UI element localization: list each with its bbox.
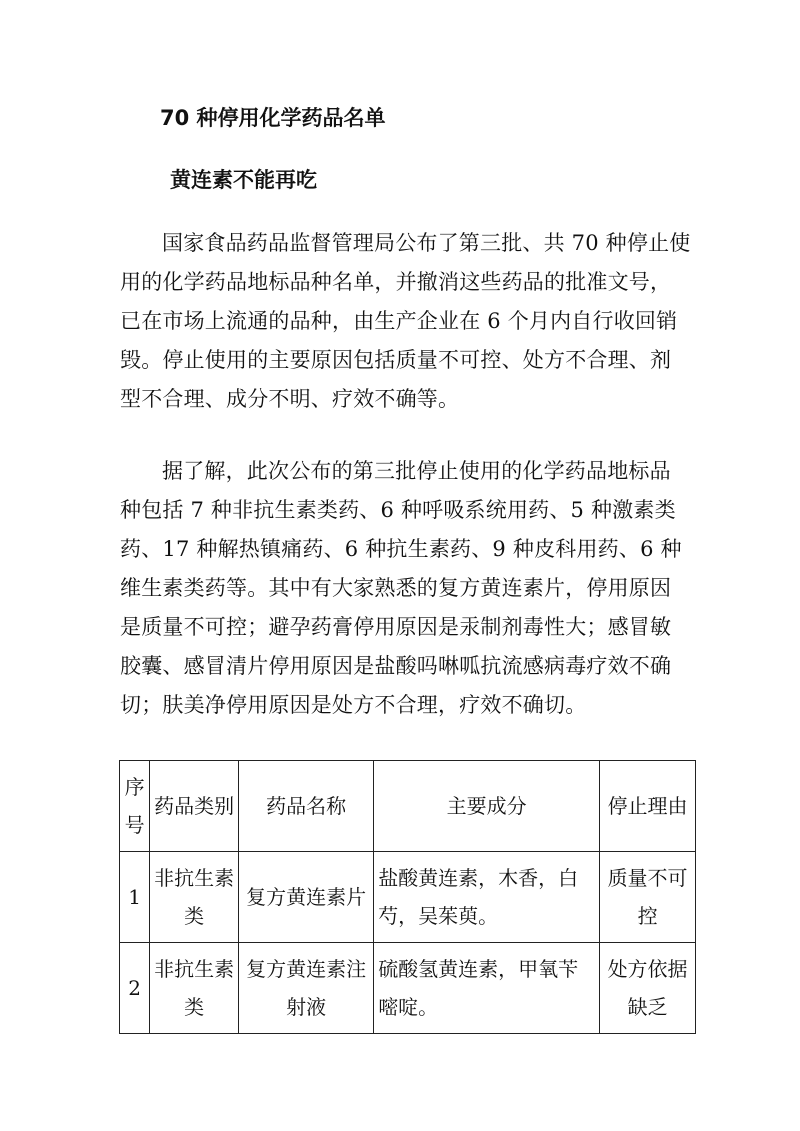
- table-row: [120, 852, 696, 943]
- paragraph-line: 胶囊、感冒清片停用原因是盐酸吗啉呱抗流感病毒疗效不确: [120, 654, 672, 678]
- paragraph-line: 药、17 种解热镇痛药、6 种抗生素药、9 种皮科用药、6 种: [120, 537, 682, 561]
- cell-name: 复方黄连素注射液: [239, 943, 374, 1034]
- cell-name: 复方黄连素片: [239, 852, 374, 943]
- paragraph-line: 维生素类药等。其中有大家熟悉的复方黄连素片，停用原因: [120, 576, 672, 600]
- cell-reason: 处方依据缺乏: [600, 943, 696, 1034]
- header-category: 药品类别: [150, 761, 239, 852]
- header-name: 药品名称: [239, 761, 374, 852]
- header-ingredients: 主要成分: [374, 761, 600, 852]
- drug-table: [119, 760, 696, 1034]
- paragraph-intro: [120, 224, 690, 419]
- document-subtitle: 黄连素不能再吃: [170, 168, 317, 192]
- table-row: [120, 943, 696, 1034]
- paragraph-line: 国家食品药品监督管理局公布了第三批、共 70 种停止使: [162, 231, 691, 255]
- paragraph-line: 已在市场上流通的品种，由生产企业在 6 个月内自行收回销: [120, 309, 678, 333]
- table-header-row: [120, 761, 696, 852]
- paragraph-line: 型不合理、成分不明、疗效不确等。: [120, 387, 460, 411]
- cell-ingredients: 盐酸黄连素，木香，白芍，吴茱萸。: [374, 852, 600, 943]
- paragraph-line: 毁。停止使用的主要原因包括质量不可控、处方不合理、剂: [120, 348, 672, 372]
- cell-category: 非抗生素类: [150, 943, 239, 1034]
- cell-no: 1: [120, 852, 150, 943]
- paragraph-line: 是质量不可控；避孕药膏停用原因是汞制剂毒性大；感冒敏: [120, 615, 672, 639]
- cell-no: 2: [120, 943, 150, 1034]
- cell-ingredients: 硫酸氢黄连素，甲氧苄嘧啶。: [374, 943, 600, 1034]
- paragraph-line: 据了解，此次公布的第三批停止使用的化学药品地标品: [162, 459, 671, 483]
- paragraph-line: 用的化学药品地标品种名单，并撤消这些药品的批准文号，: [120, 270, 672, 294]
- header-reason: 停止理由: [600, 761, 696, 852]
- document-title: 70 种停用化学药品名单: [160, 106, 386, 130]
- paragraph-details: [120, 452, 690, 725]
- cell-category: 非抗生素类: [150, 852, 239, 943]
- paragraph-line: 种包括 7 种非抗生素类药、6 种呼吸系统用药、5 种激素类: [120, 498, 676, 522]
- header-no: 序号: [120, 761, 150, 852]
- paragraph-line: 切；肤美净停用原因是处方不合理，疗效不确切。: [120, 693, 587, 717]
- cell-reason: 质量不可控: [600, 852, 696, 943]
